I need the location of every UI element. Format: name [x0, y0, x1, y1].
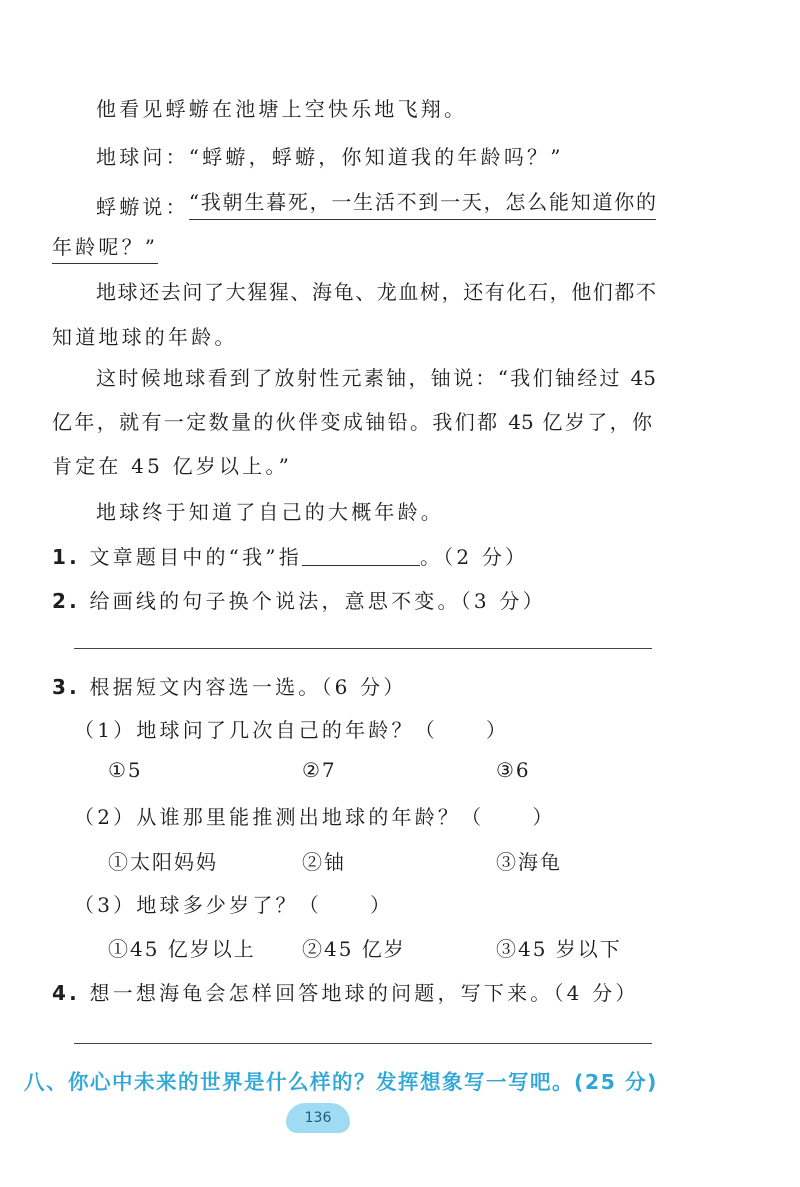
option[interactable]: ①45 亿岁以上 [108, 937, 256, 961]
speaker-label: 蜉蝣说： [96, 195, 189, 219]
question-text: 想一想海龟会怎样回答地球的问题，写下来。（4 分） [89, 981, 639, 1005]
underlined-sentence: 年龄呢？” [52, 235, 158, 264]
paren-close: ） [532, 805, 556, 829]
sub-question-3 [74, 889, 674, 918]
option[interactable]: ③45 岁以下 [496, 937, 622, 961]
passage-line [52, 231, 158, 260]
passage-line: 他看见蜉蝣在池塘上空快乐地飞翔。 [96, 97, 468, 121]
sub-question-stem: （3）地球多少岁了？（ [74, 893, 322, 917]
passage-line: 肯定在 45 亿岁以上。” [52, 454, 292, 478]
option[interactable]: ①5 [108, 758, 143, 782]
answer-line[interactable] [74, 1043, 652, 1044]
question-number: 2. [52, 589, 80, 613]
option[interactable]: ②7 [302, 758, 337, 782]
question-1 [52, 541, 652, 570]
question-2 [52, 585, 652, 614]
option[interactable]: ②45 亿岁 [302, 937, 406, 961]
question-text: 给画线的句子换个说法，意思不变。（3 分） [89, 589, 546, 613]
question-text: 文章题目中的“我”指 [89, 545, 302, 569]
question-number: 3. [52, 675, 80, 699]
answer-line[interactable] [74, 648, 652, 649]
passage-line: 亿年，就有一定数量的伙伴变成铀铅。我们都 45 亿岁了，你 [52, 410, 652, 434]
sub-question-2 [74, 801, 674, 830]
passage-line: 地球问：“蜉蝣，蜉蝣，你知道我的年龄吗？” [96, 145, 564, 169]
passage-line: 地球还去问了大猩猩、海龟、龙血树，还有化石，他们都不 [96, 280, 656, 304]
passage-line: 这时候地球看到了放射性元素铀，铀说：“我们铀经过 45 [96, 366, 656, 390]
option[interactable]: ②铀 [302, 850, 346, 874]
paren-close: ） [485, 718, 510, 742]
paren-close: ） [369, 893, 394, 917]
question-3 [52, 671, 652, 700]
option[interactable]: ①太阳妈妈 [108, 850, 218, 874]
question-number: 1. [52, 545, 80, 569]
question-text: 根据短文内容选一选。（6 分） [89, 675, 407, 699]
fill-blank[interactable] [302, 547, 420, 566]
question-points: 。（2 分） [419, 545, 529, 569]
sub-question-1 [74, 714, 674, 743]
passage-line [96, 186, 656, 220]
section-heading: 八、你心中未来的世界是什么样的？发挥想象写一写吧。(25 分) [24, 1070, 658, 1094]
sub-question-stem: （1）地球问了几次自己的年龄？（ [74, 718, 438, 742]
option[interactable]: ③海龟 [496, 850, 562, 874]
page-number: 136 [286, 1103, 350, 1133]
underlined-sentence: “我朝生暮死，一生活不到一天，怎么能知道你的 [189, 186, 656, 220]
question-4 [52, 977, 652, 1006]
passage-line: 地球终于知道了自己的大概年龄。 [96, 500, 444, 524]
question-number: 4. [52, 981, 80, 1005]
sub-question-stem: （2）从谁那里能推测出地球的年龄？（ [74, 805, 485, 829]
option[interactable]: ③6 [496, 758, 531, 782]
passage-line: 知道地球的年龄。 [52, 325, 238, 349]
